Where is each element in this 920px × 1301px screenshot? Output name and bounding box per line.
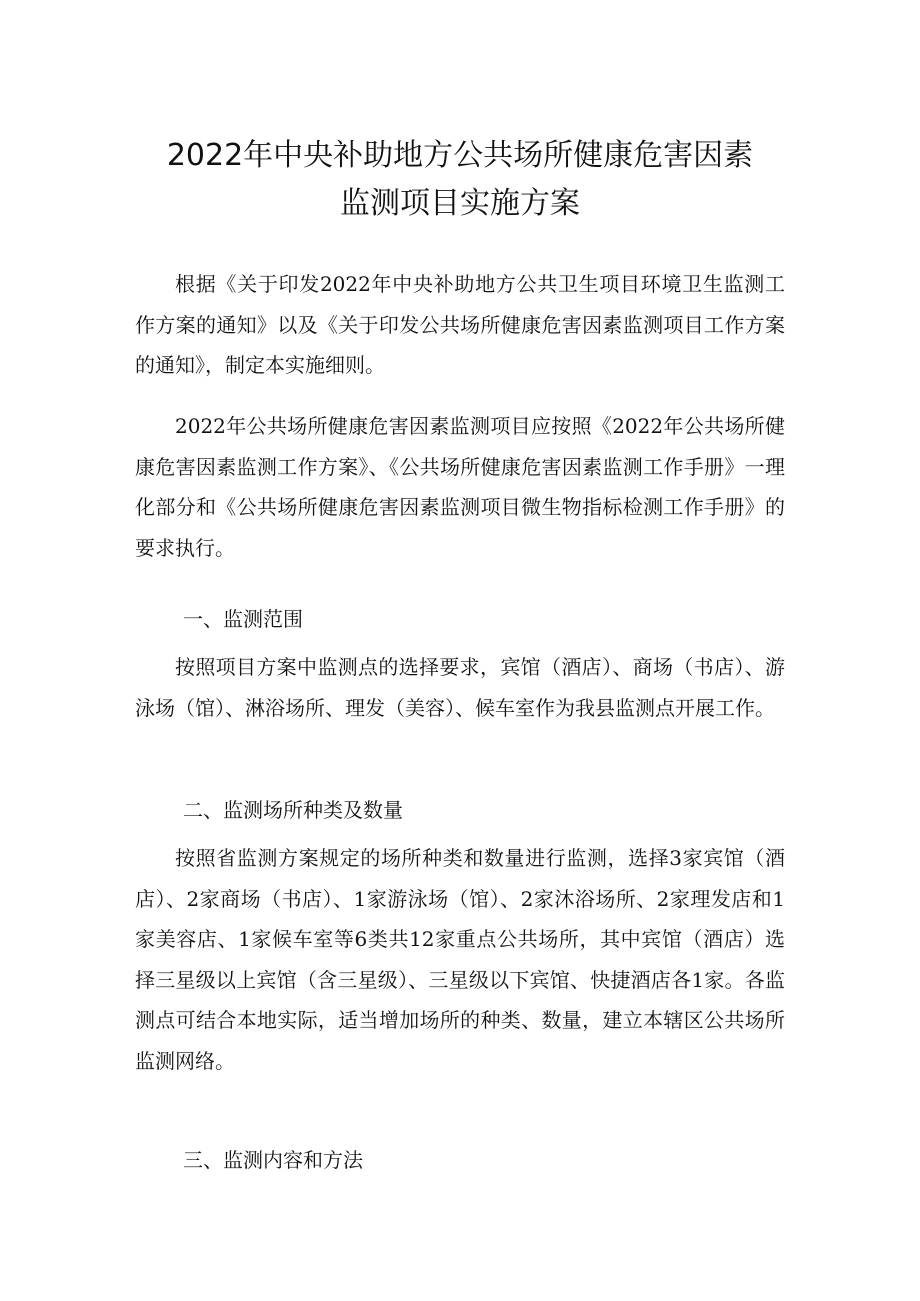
- document-title-line-2: 监测项目实施方案: [340, 186, 580, 221]
- section-heading-scope: 一、监测范围: [183, 607, 303, 631]
- paragraph-basis: 根据《关于印发2022年中央补助地方公共卫生项目环境卫生监测工作方案的通知》以及《关于印发公共场所健康危害因素监测项目工作方案的通知》，制定本实施细则。: [135, 272, 785, 377]
- paragraph-requirements: 2022年公共场所健康危害因素监测项目应按照《2022年公共场所健康危害因素监测工作方案》、《公共场所健康危害因素监测工作手册》一理化部分和《公共场所健康危害因素监测项目微生物指标检测工作手册》的要求执行。: [135, 414, 785, 560]
- section-heading-content-methods: 三、监测内容和方法: [183, 1148, 363, 1172]
- paragraph-scope: 按照项目方案中监测点的选择要求，宾馆（酒店）、商场（书店）、游泳场（馆）、淋浴场所、理发（美容）、候车室作为我县监测点开展工作。: [135, 655, 785, 720]
- section-heading-venue-types: 二、监测场所种类及数量: [183, 798, 403, 822]
- document-title-line-1: 2022年中央补助地方公共场所健康危害因素: [166, 138, 754, 173]
- paragraph-venue-types: 按照省监测方案规定的场所种类和数量进行监测，选择3家宾馆（酒店）、2家商场（书店）、1家游泳场（馆）、2家沐浴场所、2家理发店和1家美容店、1家候车室等6类共12家重点公共场所，其中宾馆（酒店）选择三星级以上宾馆（含三星级）、三星级以下宾馆、快捷酒店各1家。各监测点可结合本地实际，适当增加场所的种类、数量，建立本辖区公共场所监测网络。: [135, 846, 785, 1073]
